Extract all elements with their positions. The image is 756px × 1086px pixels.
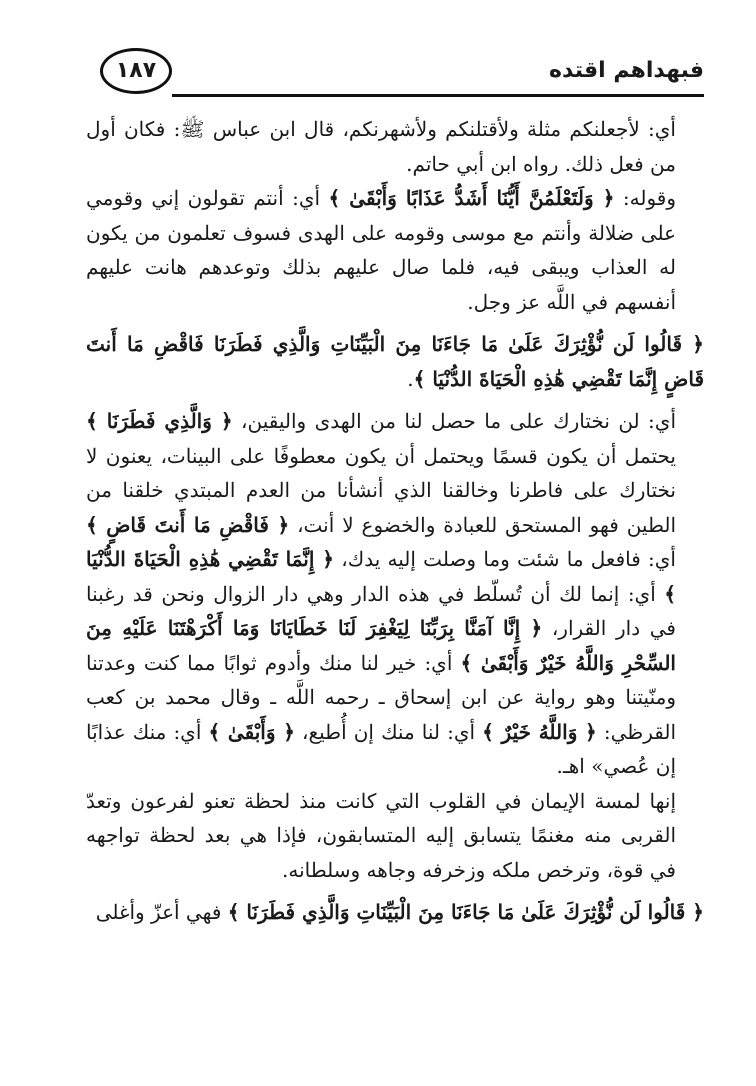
- body-text: [86, 112, 704, 930]
- text-segment: أي: لأجعلنكم مثلة ولأقتلنكم ولأشهرنكم، قال ابن عباس ﷺ: فكان أول من فعل ذلك. رواه ابن أبي حاتم.: [86, 117, 676, 176]
- text-segment: أي: منك عذابًا إن عُصي» اهـ.: [86, 719, 676, 778]
- text-segment: أي: خير لنا منك وأدوم ثوابًا مما كنت وعدتنا ومنّيتنا وهو رواية عن ابن إسحاق ـ رحمه اللَّه ـ وقال محمد بن كعب القرظي:: [86, 650, 677, 744]
- text-segment: أي: أنتم تقولون إني وقومي على ضلالة وأنتم مع موسى وقومه على الهدى فسوف تعلمون من يكون له العذاب ويبقى فيه، فلما صال عليهم بذلك وتوعدهم هانت عليهم أنفسهم في اللَّه عز وجل.: [86, 186, 676, 314]
- quran-verse: ﴿ إِنَّا آمَنَّا بِرَبِّنَا لِيَغْفِرَ لَنَا خَطَايَانَا وَمَا أَكْرَهْتَنَا عَلَيْهِ مِنَ السِّحْرِ وَاللَّهُ خَيْرٌ وَأَبْقَىٰ ﴾: [86, 616, 676, 675]
- text-segment: إنها لمسة الإيمان في القلوب التي كانت منذ لحظة تعنو لفرعون وتعدّ القربى منه مغنمًا يتسابق إليه المتسابقون، فإذا هي بعد لحظة تواجهه في قوة، وترخص ملكه وزخرفه وجاهه وسلطانه.: [86, 788, 676, 882]
- quran-verse: ﴿ قَالُوا لَن نُّؤْثِرَكَ عَلَىٰ مَا جَاءَنَا مِنَ الْبَيِّنَاتِ وَالَّذِي فَطَرَنَا فَاقْضِ مَا أَنتَ قَاضٍ إِنَّمَا تَقْضِي هَٰذِهِ الْحَيَاةَ الدُّنْيَا ﴾: [86, 332, 704, 391]
- text-segment: أي: لن نختارك على ما حصل لنا من الهدى واليقين،: [232, 409, 676, 433]
- text-segment: أي: فافعل ما شئت وما وصلت إليه يدك،: [334, 547, 676, 571]
- text-segment: فهي أعزّ وأغلى: [95, 900, 228, 924]
- quran-verse: ﴿ فَاقْضِ مَا أَنتَ قَاضٍ ﴾: [86, 512, 290, 537]
- text-segment: وقوله:: [614, 186, 676, 210]
- paragraph-1: [86, 112, 704, 181]
- quran-verse: ﴿ وَاللَّهُ خَيْرٌ ﴾: [482, 719, 597, 744]
- text-segment: أي: لنا منك إن أُطيع،: [294, 719, 483, 744]
- text-segment: يحتمل أن يكون قسمًا ويحتمل أن يكون معطوفًا على البينات، يعنون لا نختارك على فاطرنا وخالقنا الذي أنشأنا من العدم المبتدي خلقنا من الطين فهو المستحق للعبادة والخضوع لا أنت،: [86, 443, 677, 537]
- paragraph-5: [86, 784, 704, 888]
- paragraph-2: [86, 181, 704, 319]
- quran-verse: ﴿ إِنَّمَا تَقْضِي هَٰذِهِ الْحَيَاةَ الدُّنْيَا ﴾: [86, 547, 676, 606]
- running-title: فبهداهم اقتده: [549, 58, 704, 83]
- text-segment: أي: إنما لك أن تُسلّط في هذه الدار وهي دار الزوال ونحن قد رغبنا في دار القرار،: [86, 581, 676, 640]
- quran-verse: ﴿ وَلَتَعْلَمُنَّ أَيُّنَا أَشَدُّ عَذَابًا وَأَبْقَىٰ ﴾: [328, 186, 615, 210]
- paragraph-3: [86, 327, 704, 396]
- page-number-badge: ١٨٧: [100, 48, 172, 94]
- quran-verse: ﴿ قَالُوا لَن نُّؤْثِرَكَ عَلَىٰ مَا جَاءَنَا مِنَ الْبَيِّنَاتِ وَالَّذِي فَطَرَنَا ﴾: [227, 900, 704, 924]
- page-header: [96, 42, 704, 98]
- paragraph-6: [86, 895, 704, 930]
- header-rule: [172, 94, 704, 97]
- paragraph-4: [86, 404, 704, 784]
- text-segment: .: [407, 366, 414, 391]
- quran-verse: ﴿ وَالَّذِي فَطَرَنَا ﴾: [86, 409, 233, 433]
- quran-verse: ﴿ وَأَبْقَىٰ ﴾: [208, 719, 295, 744]
